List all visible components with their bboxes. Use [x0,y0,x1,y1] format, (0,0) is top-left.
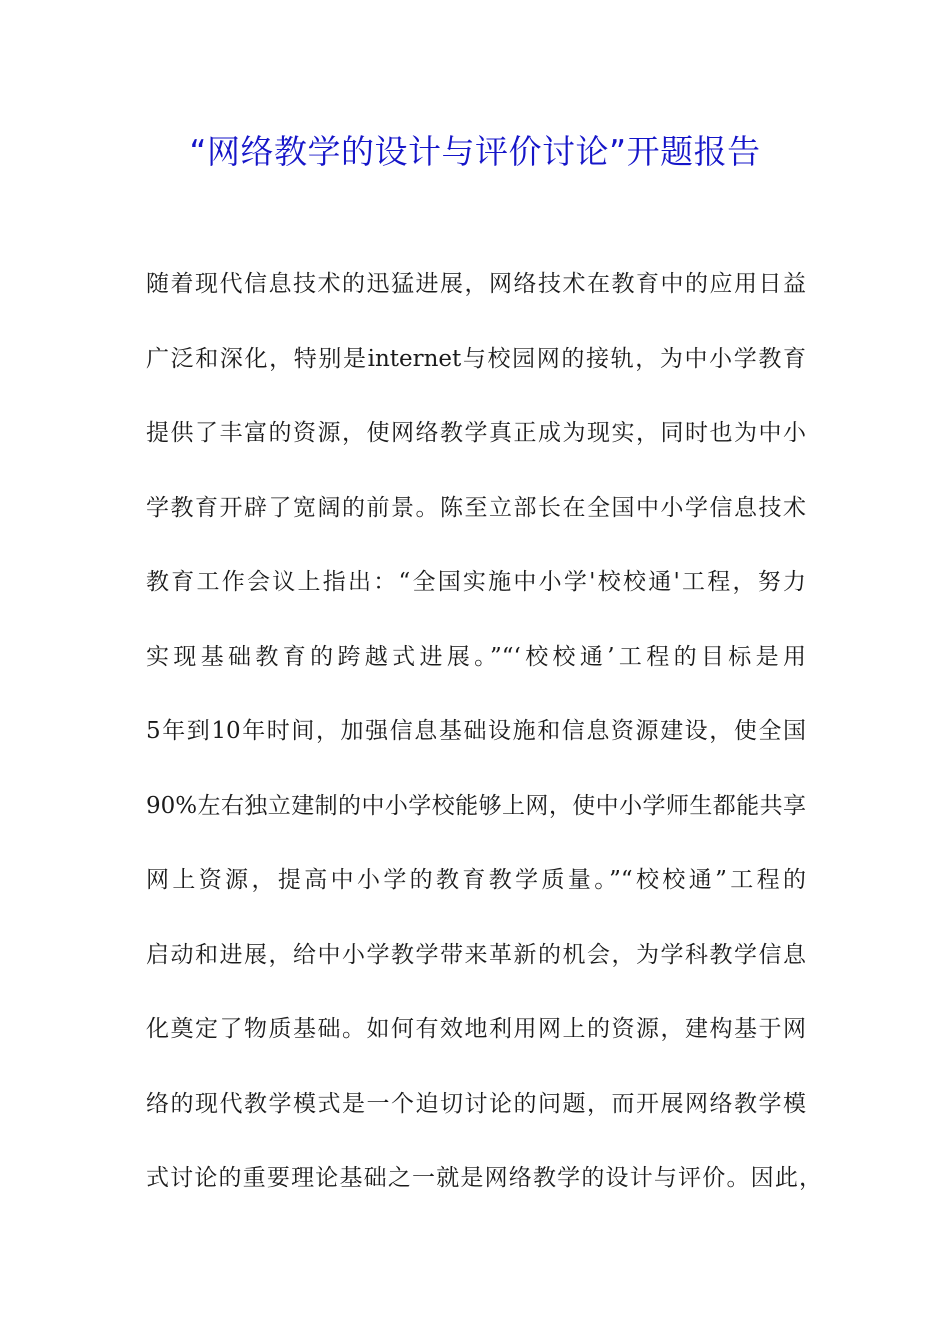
body-text-line: 络的现代教学模式是一个迫切讨论的问题，而开展网络教学模 [146,1091,806,1117]
body-text-line: 式讨论的重要理论基础之一就是网络教学的设计与评价。因此， [146,1165,822,1191]
body-text-line: 教育工作会议上指出：“全国实施中小学'校校通'工程，努力 [146,569,806,595]
body-text-line: 化奠定了物质基础。如何有效地利用网上的资源，建构基于网 [146,1016,806,1042]
body-text-line: 90%左右独立建制的中小学校能够上网，使中小学师生都能共享 [146,793,806,819]
body-text-line: 学教育开辟了宽阔的前景。陈至立部长在全国中小学信息技术 [146,495,806,521]
body-text-line: 实现基础教育的跨越式进展。”“‘校校通’工程的目标是用 [146,644,806,670]
body-text-line: 提供了丰富的资源，使网络教学真正成为现实，同时也为中小 [146,420,806,446]
document-title: “网络教学的设计与评价讨论”开题报告 [189,132,761,171]
body-text-line: 5年到10年时间，加强信息基础设施和信息资源建设，使全国 [146,718,806,744]
body-text-line: 广泛和深化，特别是internet与校园网的接轨，为中小学教育 [146,346,806,372]
body-text-line: 网上资源，提高中小学的教育教学质量。”“校校通”工程的 [146,867,806,893]
body-text-line: 启动和进展，给中小学教学带来革新的机会，为学科教学信息 [146,942,806,968]
body-text-line: 随着现代信息技术的迅猛进展，网络技术在教育中的应用日益 [146,271,806,297]
